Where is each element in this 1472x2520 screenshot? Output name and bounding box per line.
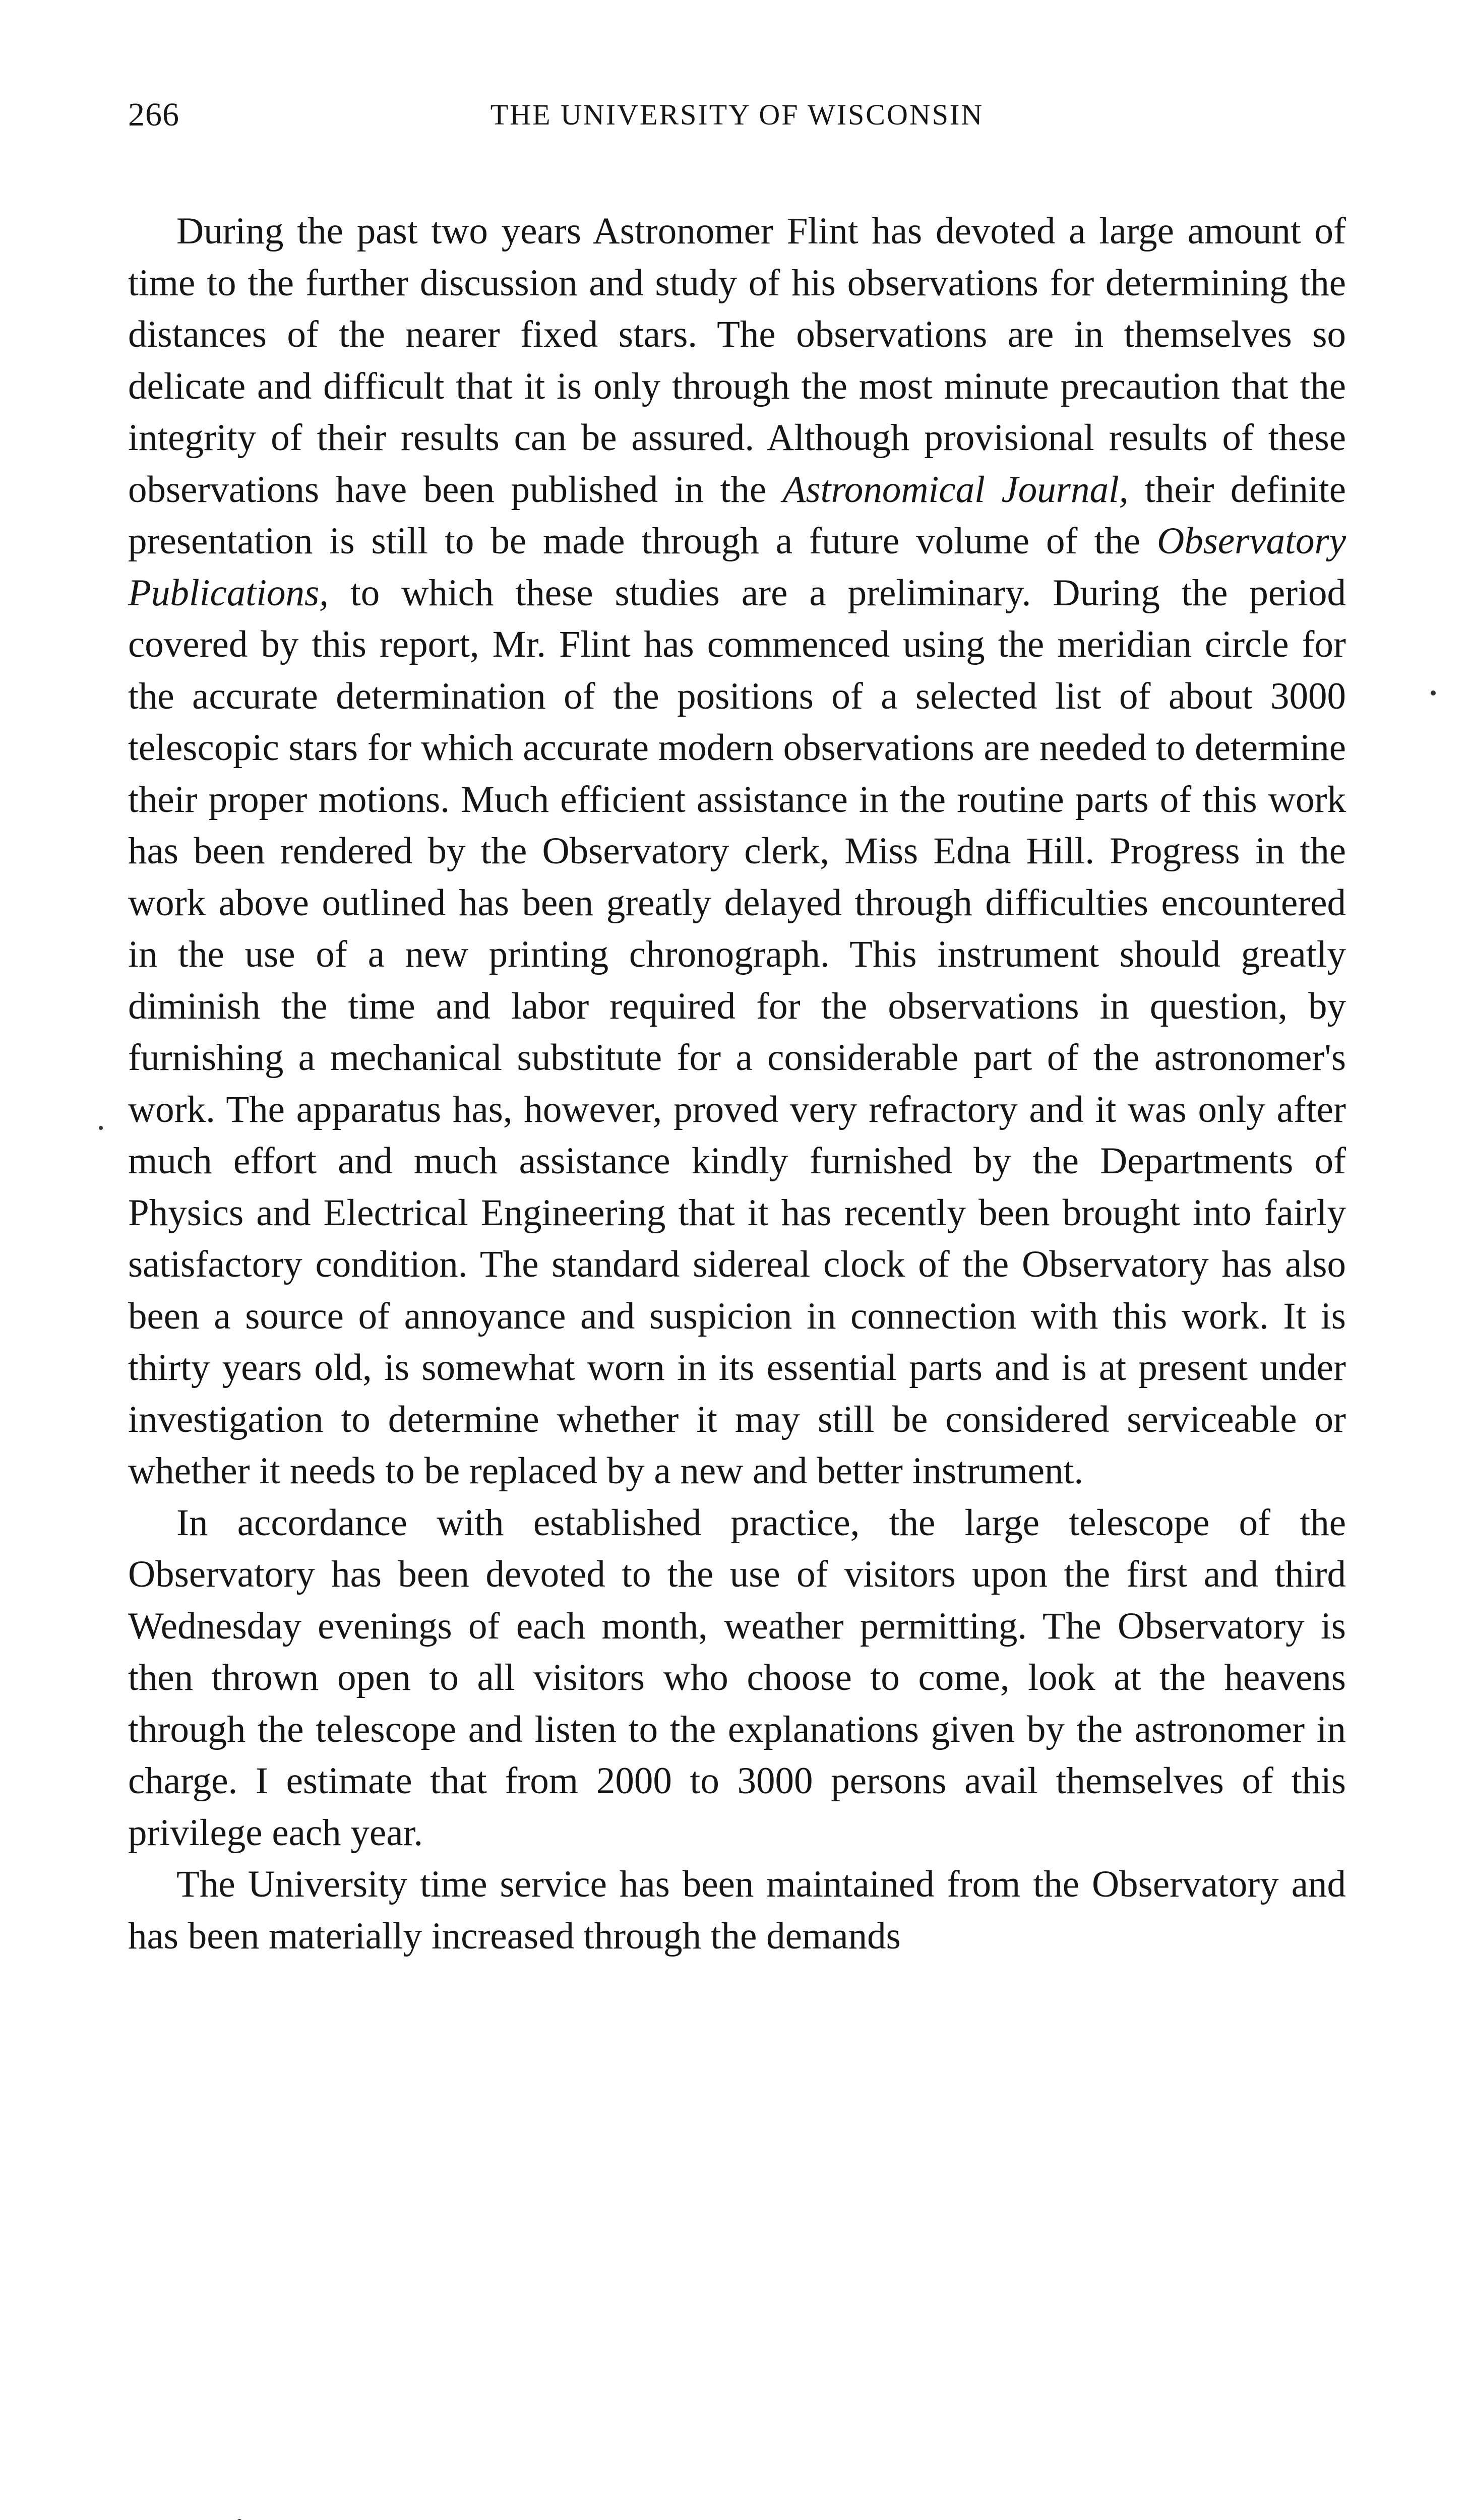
running-head: [128, 96, 1346, 151]
running-title: THE UNIVERSITY OF WISCONSIN: [490, 98, 984, 131]
paragraph-observations: [128, 206, 1346, 1497]
italic-publication-title: Observatory Publications,: [128, 520, 1346, 614]
page-number: 266: [128, 96, 179, 133]
paragraph-text: During the past two years Astronomer Flint has devoted a large amount of time to the further discussion and study of his observations for determining the distances of the nearer fixed stars. The observations are in themselves so delicate and difficult that it is only through the most minute precaution that the integrity of their results can be assured. Although provisional results of these observations have been published in the: [128, 210, 1346, 511]
body-text: [128, 206, 1346, 1962]
italic-journal-title: Astronomical Journal,: [782, 468, 1129, 511]
paragraph-text: their definite presentation is still to be made through a future volume of the: [128, 468, 1346, 562]
paragraph-visitors: In accordance with established practice, the large telescope of the Observatory has been devoted to the use of visitors upon the first and third Wednesday evenings of each month, weather permitting. The Observatory is then thrown open to all visitors who choose to come, look at the heavens through the telescope and listen to the explanations given by the astronomer in charge. I estimate that from 2000 to 3000 persons avail themselves of this privilege each year.: [128, 1501, 1346, 1854]
paragraph-time-service: The University time service has been maintained from the Observatory and has been materially increased through the demands: [128, 1863, 1346, 1957]
paragraph-text: to which these studies are a preliminary. During the period covered by this report, Mr. Flint has commenced using the meridian circle for the accurate determination of the positions of a selected list of about 3000 telescopic stars for which accurate modern observations are needed to determine their proper motions. Much efficient assistance in the routine parts of this work has been rendered by the Observatory clerk, Miss Edna Hill. Progress in the work above outlined has been greatly delayed through difficulties encountered in the use of a new printing chronograph. This instrument should greatly diminish the time and labor required for the observations in question, by furnishing a mechanical substitute for a considerable part of the astronomer's work. The apparatus has, however, proved very refractory and it was only after much effort and much assistance kindly furnished by the Departments of Physics and Electrical Engineering that it has recently been brought into fairly satisfactory condition. The standard sidereal clock of the Observatory has also been a source of annoyance and suspicion in connection with this work. It is thirty years old, is somewhat worn in its essential parts and is at present under investigation to determine whether it may still be considered serviceable or whether it needs to be replaced by a new and better instrument.: [128, 572, 1346, 1492]
margin-mark: [99, 1126, 103, 1130]
margin-mark: [1431, 690, 1436, 696]
